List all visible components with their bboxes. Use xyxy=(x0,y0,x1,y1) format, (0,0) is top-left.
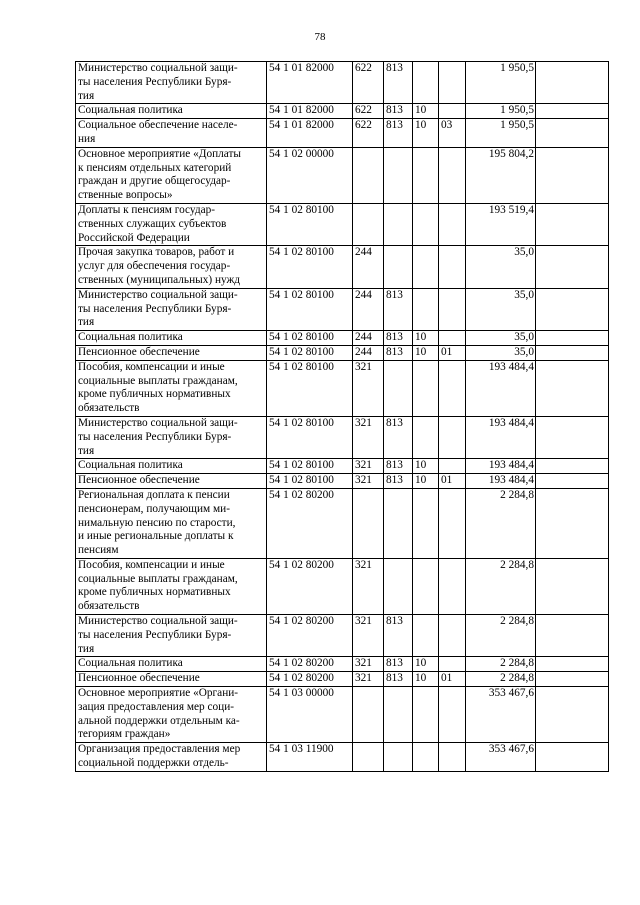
ministry-code-cell: 813 xyxy=(384,345,413,360)
table-row xyxy=(76,459,609,474)
section-cell xyxy=(413,488,439,558)
table-row xyxy=(76,147,609,203)
expense-type-cell xyxy=(353,743,384,772)
subsection-cell xyxy=(439,459,466,474)
ministry-code-cell: 813 xyxy=(384,62,413,104)
table-row xyxy=(76,203,609,245)
target-article-cell: 54 1 01 82000 xyxy=(267,62,353,104)
ministry-code-cell: 813 xyxy=(384,331,413,346)
row-name-cell: Социальная политика xyxy=(76,331,267,346)
row-name-cell: Основное мероприятие «Органи- зация предоставления мер соци- альной поддержки отдельным ка- тегориям граждан» xyxy=(76,687,267,743)
amount-cell: 1 950,5 xyxy=(466,119,536,148)
target-article-cell: 54 1 02 80200 xyxy=(267,672,353,687)
amount-cell: 2 284,8 xyxy=(466,657,536,672)
empty-cell xyxy=(536,743,609,772)
expense-type-cell: 622 xyxy=(353,119,384,148)
amount-cell: 35,0 xyxy=(466,345,536,360)
table-row xyxy=(76,288,609,330)
table-row xyxy=(76,119,609,148)
expense-type-cell: 321 xyxy=(353,459,384,474)
subsection-cell xyxy=(439,657,466,672)
row-name-cell: Пенсионное обеспечение xyxy=(76,345,267,360)
target-article-cell: 54 1 02 80100 xyxy=(267,203,353,245)
expense-type-cell: 321 xyxy=(353,672,384,687)
row-name-cell: Социальная политика xyxy=(76,657,267,672)
section-cell: 10 xyxy=(413,345,439,360)
subsection-cell xyxy=(439,331,466,346)
empty-cell xyxy=(536,459,609,474)
row-name-cell: Социальная политика xyxy=(76,459,267,474)
target-article-cell: 54 1 03 11900 xyxy=(267,743,353,772)
ministry-code-cell: 813 xyxy=(384,672,413,687)
empty-cell xyxy=(536,331,609,346)
ministry-code-cell xyxy=(384,558,413,614)
row-name-cell: Прочая закупка товаров, работ и услуг для обеспечения государ- ственных (муниципальных) нужд xyxy=(76,246,267,288)
budget-table xyxy=(75,61,609,772)
row-name-cell: Пособия, компенсации и иные социальные выплаты гражданам, кроме публичных нормативных обязательств xyxy=(76,360,267,416)
section-cell xyxy=(413,203,439,245)
expense-type-cell xyxy=(353,147,384,203)
subsection-cell xyxy=(439,147,466,203)
subsection-cell: 01 xyxy=(439,345,466,360)
row-name-cell: Пенсионное обеспечение xyxy=(76,474,267,489)
empty-cell xyxy=(536,615,609,657)
target-article-cell: 54 1 02 80100 xyxy=(267,360,353,416)
section-cell: 10 xyxy=(413,474,439,489)
section-cell: 10 xyxy=(413,657,439,672)
target-article-cell: 54 1 02 80100 xyxy=(267,331,353,346)
empty-cell xyxy=(536,203,609,245)
expense-type-cell: 622 xyxy=(353,62,384,104)
amount-cell: 2 284,8 xyxy=(466,488,536,558)
target-article-cell: 54 1 02 80100 xyxy=(267,345,353,360)
amount-cell: 1 950,5 xyxy=(466,62,536,104)
amount-cell: 2 284,8 xyxy=(466,672,536,687)
amount-cell: 193 484,4 xyxy=(466,416,536,458)
empty-cell xyxy=(536,360,609,416)
expense-type-cell: 321 xyxy=(353,615,384,657)
section-cell xyxy=(413,246,439,288)
amount-cell: 353 467,6 xyxy=(466,743,536,772)
target-article-cell: 54 1 02 80200 xyxy=(267,615,353,657)
ministry-code-cell xyxy=(384,147,413,203)
ministry-code-cell: 813 xyxy=(384,474,413,489)
empty-cell xyxy=(536,657,609,672)
ministry-code-cell: 813 xyxy=(384,416,413,458)
section-cell xyxy=(413,687,439,743)
amount-cell: 35,0 xyxy=(466,331,536,346)
target-article-cell: 54 1 02 80200 xyxy=(267,558,353,614)
subsection-cell xyxy=(439,615,466,657)
amount-cell: 1 950,5 xyxy=(466,104,536,119)
subsection-cell xyxy=(439,743,466,772)
table-row xyxy=(76,672,609,687)
table-row xyxy=(76,743,609,772)
subsection-cell xyxy=(439,62,466,104)
section-cell: 10 xyxy=(413,331,439,346)
row-name-cell: Пособия, компенсации и иные социальные выплаты гражданам, кроме публичных нормативных обязательств xyxy=(76,558,267,614)
row-name-cell: Министерство социальной защи- ты населения Республики Буря- тия xyxy=(76,62,267,104)
table-row xyxy=(76,360,609,416)
amount-cell: 193 484,4 xyxy=(466,459,536,474)
amount-cell: 2 284,8 xyxy=(466,558,536,614)
table-row xyxy=(76,687,609,743)
subsection-cell xyxy=(439,246,466,288)
ministry-code-cell xyxy=(384,203,413,245)
amount-cell: 35,0 xyxy=(466,288,536,330)
table-row xyxy=(76,345,609,360)
section-cell xyxy=(413,416,439,458)
ministry-code-cell: 813 xyxy=(384,459,413,474)
expense-type-cell xyxy=(353,488,384,558)
row-name-cell: Организация предоставления мер социальной поддержки отдель- xyxy=(76,743,267,772)
section-cell xyxy=(413,743,439,772)
amount-cell: 2 284,8 xyxy=(466,615,536,657)
target-article-cell: 54 1 02 00000 xyxy=(267,147,353,203)
ministry-code-cell: 813 xyxy=(384,119,413,148)
row-name-cell: Министерство социальной защи- ты населения Республики Буря- тия xyxy=(76,416,267,458)
empty-cell xyxy=(536,62,609,104)
section-cell xyxy=(413,615,439,657)
target-article-cell: 54 1 02 80100 xyxy=(267,246,353,288)
table-row xyxy=(76,615,609,657)
subsection-cell: 03 xyxy=(439,119,466,148)
amount-cell: 193 484,4 xyxy=(466,360,536,416)
expense-type-cell: 244 xyxy=(353,288,384,330)
empty-cell xyxy=(536,246,609,288)
ministry-code-cell xyxy=(384,488,413,558)
empty-cell xyxy=(536,119,609,148)
table-row xyxy=(76,488,609,558)
target-article-cell: 54 1 02 80100 xyxy=(267,474,353,489)
target-article-cell: 54 1 02 80200 xyxy=(267,488,353,558)
subsection-cell xyxy=(439,360,466,416)
expense-type-cell: 321 xyxy=(353,416,384,458)
subsection-cell xyxy=(439,488,466,558)
target-article-cell: 54 1 03 00000 xyxy=(267,687,353,743)
subsection-cell xyxy=(439,687,466,743)
empty-cell xyxy=(536,474,609,489)
table-row xyxy=(76,331,609,346)
empty-cell xyxy=(536,345,609,360)
row-name-cell: Министерство социальной защи- ты населения Республики Буря- тия xyxy=(76,288,267,330)
subsection-cell: 01 xyxy=(439,474,466,489)
table-row xyxy=(76,558,609,614)
amount-cell: 195 804,2 xyxy=(466,147,536,203)
empty-cell xyxy=(536,147,609,203)
target-article-cell: 54 1 02 80200 xyxy=(267,657,353,672)
target-article-cell: 54 1 02 80100 xyxy=(267,459,353,474)
target-article-cell: 54 1 01 82000 xyxy=(267,119,353,148)
empty-cell xyxy=(536,687,609,743)
section-cell xyxy=(413,558,439,614)
target-article-cell: 54 1 01 82000 xyxy=(267,104,353,119)
empty-cell xyxy=(536,558,609,614)
row-name-cell: Министерство социальной защи- ты населения Республики Буря- тия xyxy=(76,615,267,657)
expense-type-cell: 321 xyxy=(353,558,384,614)
ministry-code-cell: 813 xyxy=(384,288,413,330)
row-name-cell: Основное мероприятие «Доплаты к пенсиям отдельных категорий граждан и другие общегосудар- ственные вопросы» xyxy=(76,147,267,203)
section-cell xyxy=(413,62,439,104)
target-article-cell: 54 1 02 80100 xyxy=(267,288,353,330)
ministry-code-cell xyxy=(384,687,413,743)
expense-type-cell: 321 xyxy=(353,360,384,416)
table-row xyxy=(76,474,609,489)
subsection-cell xyxy=(439,104,466,119)
ministry-code-cell xyxy=(384,360,413,416)
subsection-cell: 01 xyxy=(439,672,466,687)
expense-type-cell: 244 xyxy=(353,345,384,360)
table-row xyxy=(76,246,609,288)
table-row xyxy=(76,416,609,458)
row-name-cell: Региональная доплата к пенсии пенсионерам, получающим ми- нимальную пенсию по старости, и иные региональные доплаты к пенсиям xyxy=(76,488,267,558)
subsection-cell xyxy=(439,288,466,330)
section-cell: 10 xyxy=(413,104,439,119)
empty-cell xyxy=(536,672,609,687)
ministry-code-cell: 813 xyxy=(384,615,413,657)
expense-type-cell: 321 xyxy=(353,474,384,489)
section-cell xyxy=(413,360,439,416)
expense-type-cell: 244 xyxy=(353,331,384,346)
section-cell: 10 xyxy=(413,119,439,148)
amount-cell: 193 484,4 xyxy=(466,474,536,489)
section-cell: 10 xyxy=(413,672,439,687)
empty-cell xyxy=(536,416,609,458)
amount-cell: 353 467,6 xyxy=(466,687,536,743)
row-name-cell: Социальное обеспечение населе- ния xyxy=(76,119,267,148)
subsection-cell xyxy=(439,416,466,458)
ministry-code-cell: 813 xyxy=(384,657,413,672)
ministry-code-cell: 813 xyxy=(384,104,413,119)
empty-cell xyxy=(536,104,609,119)
amount-cell: 35,0 xyxy=(466,246,536,288)
row-name-cell: Доплаты к пенсиям государ- ственных служащих субъектов Российской Федерации xyxy=(76,203,267,245)
target-article-cell: 54 1 02 80100 xyxy=(267,416,353,458)
subsection-cell xyxy=(439,558,466,614)
table-body xyxy=(76,62,609,772)
expense-type-cell xyxy=(353,203,384,245)
ministry-code-cell xyxy=(384,743,413,772)
empty-cell xyxy=(536,288,609,330)
amount-cell: 193 519,4 xyxy=(466,203,536,245)
row-name-cell: Социальная политика xyxy=(76,104,267,119)
expense-type-cell: 622 xyxy=(353,104,384,119)
table-row xyxy=(76,62,609,104)
expense-type-cell: 321 xyxy=(353,657,384,672)
subsection-cell xyxy=(439,203,466,245)
empty-cell xyxy=(536,488,609,558)
section-cell: 10 xyxy=(413,459,439,474)
table-row xyxy=(76,104,609,119)
expense-type-cell: 244 xyxy=(353,246,384,288)
section-cell xyxy=(413,147,439,203)
section-cell xyxy=(413,288,439,330)
page-number: 78 xyxy=(314,31,326,43)
row-name-cell: Пенсионное обеспечение xyxy=(76,672,267,687)
expense-type-cell xyxy=(353,687,384,743)
table-row xyxy=(76,657,609,672)
ministry-code-cell xyxy=(384,246,413,288)
